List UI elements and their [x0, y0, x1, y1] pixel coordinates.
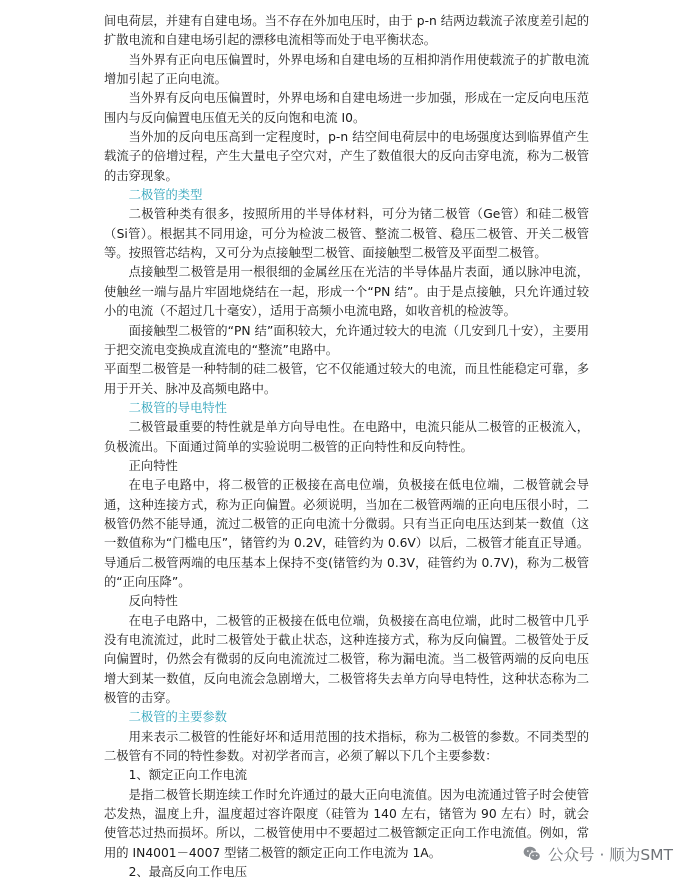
watermark-text: 公众号 · 顺为SMT — [548, 846, 673, 864]
article-body — [104, 12, 589, 882]
body-paragraph: 正向特性 — [128, 458, 178, 473]
body-paragraph: 2、最高反向工作电压 — [128, 865, 248, 880]
body-paragraph: 当外加的反向电压高到一定程度时，p-n 结空间电荷层中的电场强度达到临界值产生载流子的倍增过程，产生大量电子空穴对，产生了数值很大的反向击穿电流，称为二极管的击穿现象。 — [104, 130, 589, 183]
body-paragraph: 1、额定正向工作电流 — [128, 768, 248, 783]
body-paragraph: 间电荷层，并建有自建电场。当不存在外加电压时，由于 p-n 结两边载流子浓度差引起的扩散电流和自建电场引起的漂移电流相等而处于电平衡状态。 — [104, 14, 589, 48]
body-paragraph: 平面型二极管是一种特制的硅二极管，它不仅能通过较大的电流，而且性能稳定可靠，多用于开关、脉冲及高频电路中。 — [104, 362, 589, 396]
body-paragraph: 当外界有正向电压偏置时，外界电场和自建电场的互相抑消作用使载流子的扩散电流增加引起了正向电流。 — [104, 52, 589, 87]
body-paragraph: 二极管种类有很多，按照所用的半导体材料，可分为锗二极管（Ge管）和硅二极管（Si管）。根据其不同用途，可分为检波二极管、整流二极管、稳压二极管、开关二极管等。按照管芯结构，又可分为点接触型二极管、面接触型二极管及平面型二极管。 — [104, 207, 589, 261]
body-paragraph: 点接触型二极管是用一根很细的金属丝压在光洁的半导体晶片表面，通以脉冲电流，使触丝一端与晶片牢固地烧结在一起，形成一个“PN 结”。由于是点接触，只允许通过较小的电流（不超过几十毫安），适用于高频小电流电路，如收音机的检波等。 — [104, 265, 589, 319]
body-paragraph: 在电子电路中，二极管的正极接在低电位端，负极接在高电位端，此时二极管中几乎没有电流流过，此时二极管处于截止状态，这种连接方式，称为反向偏置。二极管处于反向偏置时，仍然会有微弱的反向电流流过二极管，称为漏电流。当二极管两端的反向电压增大到某一数值，反向电流会急剧增大，二极管将失去单方向导电特性，这种状态称为二极管的击穿。 — [104, 613, 589, 706]
section-heading: 二极管的主要参数 — [128, 710, 227, 725]
body-paragraph: 二极管最重要的特性就是单方向导电性。在电路中，电流只能从二极管的正极流入，负极流出。下面通过简单的实验说明二极管的正向特性和反向特性。 — [104, 420, 589, 454]
watermark — [522, 837, 673, 871]
body-paragraph: 是指二极管长期连续工作时允许通过的最大正向电流值。因为电流通过管子时会使管芯发热，温度上升，温度超过容许限度（硅管为 140 左右，锗管为 90 左右）时，就会使管芯过热而损坏。所以，二极管使用中不要超过二极管额定正向工作电流值。例如，常用的 IN4001－4007 型锗二极管的额定正向工作电流为 1A。 — [104, 787, 589, 860]
body-paragraph: 反向特性 — [128, 594, 178, 609]
body-paragraph: 用来表示二极管的性能好坏和适用范围的技术指标，称为二极管的参数。不同类型的二极管有不同的特性参数。对初学者而言，必须了解以下几个主要参数： — [104, 729, 589, 764]
section-heading: 二极管的类型 — [128, 188, 203, 203]
body-paragraph: 当外界有反向电压偏置时，外界电场和自建电场进一步加强，形成在一定反向电压范围内与反向偏置电压值无关的反向饱和电流 I0。 — [104, 91, 589, 125]
body-paragraph: 面接触型二极管的“PN 结”面积较大，允许通过较大的电流（几安到几十安），主要用于把交流电变换成直流电的“整流”电路中。 — [104, 323, 589, 357]
section-heading: 二极管的导电特性 — [128, 400, 227, 415]
body-paragraph: 在电子电路中，将二极管的正极接在高电位端，负极接在低电位端，二极管就会导通，这种连接方式，称为正向偏置。必须说明，当加在二极管两端的正向电压很小时，二极管仍然不能导通，流过二极管的正向电流十分微弱。只有当正向电压达到某一数值（这一数值称为“门槛电压”，锗管约为 0.2V，硅管约为 0.6V）以后，二极管才能直正导通。导通后二极管两端的电压基本上保持不变(锗管约为 0.3V，硅管约为 0.7V)，称为二极管的“正向压降”。 — [104, 478, 589, 589]
wechat-icon — [522, 844, 542, 864]
